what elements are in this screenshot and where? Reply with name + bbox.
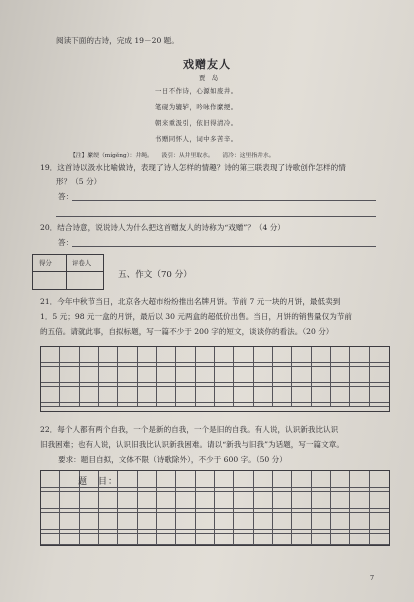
- grid-cell[interactable]: [331, 367, 350, 383]
- grid-cell[interactable]: [312, 471, 331, 488]
- grid-cell[interactable]: [331, 347, 350, 363]
- page-number: 7: [370, 574, 375, 582]
- grid-cell[interactable]: [370, 347, 389, 363]
- grid-cell[interactable]: [60, 403, 79, 407]
- grid-cell[interactable]: [60, 471, 79, 488]
- grid-cell[interactable]: [80, 492, 99, 509]
- grid-cell[interactable]: [157, 534, 176, 545]
- grid-cell[interactable]: [118, 347, 137, 363]
- grid-cell[interactable]: [273, 387, 292, 403]
- grid-cell[interactable]: [234, 367, 253, 383]
- grid-cell[interactable]: [292, 492, 311, 509]
- grid-cell[interactable]: [254, 367, 273, 383]
- grid-cell[interactable]: [196, 471, 215, 488]
- q19-line-2: 形？（5 分）: [56, 177, 102, 186]
- grid-cell[interactable]: [312, 347, 331, 363]
- grid-cell[interactable]: [80, 403, 99, 407]
- grid-cell[interactable]: [254, 387, 273, 403]
- grid-cell[interactable]: [118, 387, 137, 403]
- grid-cell[interactable]: [196, 403, 215, 407]
- grid-cell[interactable]: [138, 403, 157, 407]
- grid-cell[interactable]: [215, 471, 234, 488]
- grid-cell[interactable]: [312, 403, 331, 407]
- grid-cell[interactable]: [254, 492, 273, 509]
- q22-line-2: 旧我困难；也有人说，认识旧我比认识新我困难。请以“新我与旧我”为话题，写一篇文章。: [40, 440, 344, 449]
- grid-cell[interactable]: [196, 367, 215, 383]
- grid-cell[interactable]: [99, 492, 118, 509]
- q20-answer-label: 答：: [58, 238, 74, 247]
- grid-cell[interactable]: [292, 347, 311, 363]
- grid-cell[interactable]: [215, 403, 234, 407]
- grid-cell[interactable]: [215, 367, 234, 383]
- grid-cell[interactable]: [350, 492, 369, 509]
- grid-cell[interactable]: [234, 403, 253, 407]
- grid-cell[interactable]: [60, 347, 79, 363]
- grid-cell[interactable]: [254, 471, 273, 488]
- grader-header: 评卷人: [72, 259, 92, 267]
- grid-cell[interactable]: [118, 471, 137, 488]
- grid-cell[interactable]: [60, 387, 79, 403]
- grid-cell[interactable]: [176, 534, 195, 545]
- grid-cell[interactable]: [176, 403, 195, 407]
- grid-cell[interactable]: [118, 534, 137, 545]
- grid-cell[interactable]: [157, 492, 176, 509]
- poem-line-2: 笔砚为辘轳，吟咏作縻绠。: [155, 103, 238, 111]
- grid-cell[interactable]: [41, 534, 60, 545]
- grid-cell[interactable]: [215, 513, 234, 530]
- grid-cell[interactable]: [254, 403, 273, 407]
- grid-cell[interactable]: [350, 513, 369, 530]
- grader-value-cell[interactable]: [67, 272, 103, 289]
- grid-cell[interactable]: [118, 403, 137, 407]
- grid-cell[interactable]: [350, 347, 369, 363]
- grid-cell[interactable]: [292, 387, 311, 403]
- grid-cell[interactable]: [196, 513, 215, 530]
- grid-cell[interactable]: [138, 513, 157, 530]
- grid-cell[interactable]: [331, 492, 350, 509]
- instruction-19-20: 阅读下面的古诗，完成 19－20 题。: [56, 36, 179, 45]
- q21-line-1: 21．今年中秋节当日，北京各大超市纷纷推出名牌月饼。节前 7 元一块的月饼，最低卖到: [40, 297, 341, 306]
- grid-cell[interactable]: [292, 403, 311, 407]
- poem-note: 【注】縻绠（mígěng）：井绳。 汲引：从井里取水。 清冷：这里指井水。: [70, 153, 275, 159]
- grid-cell[interactable]: [215, 347, 234, 363]
- grid-cell[interactable]: [118, 492, 137, 509]
- grid-cell[interactable]: [176, 367, 195, 383]
- score-value-cell[interactable]: [33, 272, 67, 289]
- poem-title: 戏赠友人: [183, 58, 231, 71]
- grid-cell[interactable]: [254, 513, 273, 530]
- grid-cell[interactable]: [234, 471, 253, 488]
- grid-cell[interactable]: [312, 534, 331, 545]
- grid-cell[interactable]: [273, 492, 292, 509]
- grid-cell[interactable]: [331, 534, 350, 545]
- grid-cell[interactable]: [41, 347, 60, 363]
- grid-cell[interactable]: [370, 403, 389, 407]
- grid-cell[interactable]: [80, 513, 99, 530]
- q21-line-3: 的五倍。请就此事，自拟标题，写一篇不少于 200 字的短文，谈谈你的看法。（20 分）: [40, 327, 334, 336]
- grid-cell[interactable]: [118, 367, 137, 383]
- q22-title-label: 题 目：: [78, 477, 119, 487]
- grid-cell[interactable]: [157, 513, 176, 530]
- grid-cell[interactable]: [370, 513, 389, 530]
- poem-line-4: 书赠同怀人，词中多苦辛。: [155, 135, 238, 143]
- q21-writing-grid[interactable]: [40, 346, 390, 412]
- grid-cell[interactable]: [215, 387, 234, 403]
- grid-cell[interactable]: [41, 367, 60, 383]
- grid-cell[interactable]: [350, 534, 369, 545]
- grid-cell[interactable]: [273, 471, 292, 488]
- grid-cell[interactable]: [157, 387, 176, 403]
- grid-cell[interactable]: [60, 534, 79, 545]
- grid-cell[interactable]: [292, 513, 311, 530]
- grid-cell[interactable]: [99, 513, 118, 530]
- grid-cell[interactable]: [292, 367, 311, 383]
- grid-cell[interactable]: [254, 347, 273, 363]
- q20-answer-line[interactable]: [72, 246, 376, 247]
- grid-cell[interactable]: [41, 492, 60, 509]
- grid-cell[interactable]: [350, 387, 369, 403]
- grid-cell[interactable]: [41, 387, 60, 403]
- grid-cell[interactable]: [80, 534, 99, 545]
- grid-cell[interactable]: [273, 534, 292, 545]
- grid-cell[interactable]: [99, 387, 118, 403]
- grid-cell[interactable]: [157, 471, 176, 488]
- q19-line-1: 19．这首诗以汲水比喻做诗，表现了诗人怎样的情趣？诗的第三联表现了诗歌创作怎样的情: [40, 163, 346, 172]
- grid-cell[interactable]: [138, 387, 157, 403]
- q19-answer-line-1[interactable]: [72, 200, 376, 201]
- grid-cell[interactable]: [176, 513, 195, 530]
- grid-cell[interactable]: [196, 534, 215, 545]
- grid-cell[interactable]: [138, 534, 157, 545]
- grid-cell[interactable]: [234, 387, 253, 403]
- grid-cell[interactable]: [215, 492, 234, 509]
- grid-cell[interactable]: [157, 347, 176, 363]
- q22-line-1: 22．每个人都有两个自我，一个是新的自我，一个是旧的自我。有人说，认识新我比认识: [40, 425, 339, 434]
- section-5-heading: 五、作文（70 分）: [118, 270, 192, 280]
- q19-answer-line-2[interactable]: [56, 216, 376, 217]
- grid-cell[interactable]: [80, 367, 99, 383]
- grid-cell[interactable]: [370, 492, 389, 509]
- grid-cell[interactable]: [138, 492, 157, 509]
- grid-cell[interactable]: [370, 367, 389, 383]
- grid-cell[interactable]: [350, 367, 369, 383]
- grid-cell[interactable]: [138, 471, 157, 488]
- grid-cell[interactable]: [41, 471, 60, 488]
- grid-cell[interactable]: [350, 471, 369, 488]
- poem-author: 贾 岛: [199, 74, 219, 82]
- grid-cell[interactable]: [196, 492, 215, 509]
- grid-cell[interactable]: [234, 347, 253, 363]
- grid-cell[interactable]: [331, 471, 350, 488]
- grid-cell[interactable]: [215, 534, 234, 545]
- grid-cell[interactable]: [331, 387, 350, 403]
- grid-cell[interactable]: [41, 403, 60, 407]
- grid-cell[interactable]: [138, 367, 157, 383]
- grid-cell[interactable]: [60, 492, 79, 509]
- grid-cell[interactable]: [157, 403, 176, 407]
- grid-cell[interactable]: [292, 471, 311, 488]
- grid-cell[interactable]: [99, 534, 118, 545]
- grid-cell[interactable]: [312, 387, 331, 403]
- grid-cell[interactable]: [273, 367, 292, 383]
- grid-cell[interactable]: [370, 387, 389, 403]
- grid-cell[interactable]: [273, 513, 292, 530]
- grid-cell[interactable]: [254, 534, 273, 545]
- grid-cell[interactable]: [292, 534, 311, 545]
- q20-line-1: 20．结合诗意，说说诗人为什么把这首赠友人的诗称为“戏赠”？（4 分）: [40, 223, 285, 232]
- grid-cell[interactable]: [312, 367, 331, 383]
- grid-cell[interactable]: [99, 403, 118, 407]
- grid-cell[interactable]: [176, 471, 195, 488]
- grid-cell[interactable]: [80, 347, 99, 363]
- grid-cell[interactable]: [60, 513, 79, 530]
- grid-cell[interactable]: [157, 367, 176, 383]
- grid-cell[interactable]: [99, 367, 118, 383]
- grid-cell[interactable]: [234, 534, 253, 545]
- grid-cell[interactable]: [41, 513, 60, 530]
- grid-cell[interactable]: [331, 513, 350, 530]
- grid-cell[interactable]: [370, 471, 389, 488]
- grid-cell[interactable]: [138, 347, 157, 363]
- grid-cell[interactable]: [80, 387, 99, 403]
- poem-line-1: 一日不作诗，心源如废井。: [155, 87, 238, 95]
- grid-cell[interactable]: [99, 347, 118, 363]
- grid-cell[interactable]: [196, 387, 215, 403]
- grid-cell[interactable]: [176, 347, 195, 363]
- q22-line-3: 要求：题目自拟，文体不限（诗歌除外），不少于 600 字。（50 分）: [58, 455, 287, 464]
- score-header: 得分: [39, 259, 52, 267]
- grid-cell[interactable]: [176, 387, 195, 403]
- grid-cell[interactable]: [234, 513, 253, 530]
- grid-cell[interactable]: [196, 347, 215, 363]
- grid-cell[interactable]: [312, 492, 331, 509]
- grid-cell[interactable]: [176, 492, 195, 509]
- grid-cell[interactable]: [312, 513, 331, 530]
- grid-cell[interactable]: [118, 513, 137, 530]
- poem-line-3: 朝来重汲引，依旧得清冷。: [155, 119, 238, 127]
- grid-cell[interactable]: [273, 347, 292, 363]
- grid-cell[interactable]: [350, 403, 369, 407]
- grid-cell[interactable]: [234, 492, 253, 509]
- q21-line-2: 1．5 元；98 元一盒的月饼，最后以 30 元两盒的超低价出售。当日，月饼的销售量仅为节前: [40, 312, 353, 321]
- grid-cell[interactable]: [273, 403, 292, 407]
- q19-answer-label: 答：: [58, 192, 74, 201]
- grid-cell[interactable]: [370, 534, 389, 545]
- grid-cell[interactable]: [331, 403, 350, 407]
- grid-cell[interactable]: [60, 367, 79, 383]
